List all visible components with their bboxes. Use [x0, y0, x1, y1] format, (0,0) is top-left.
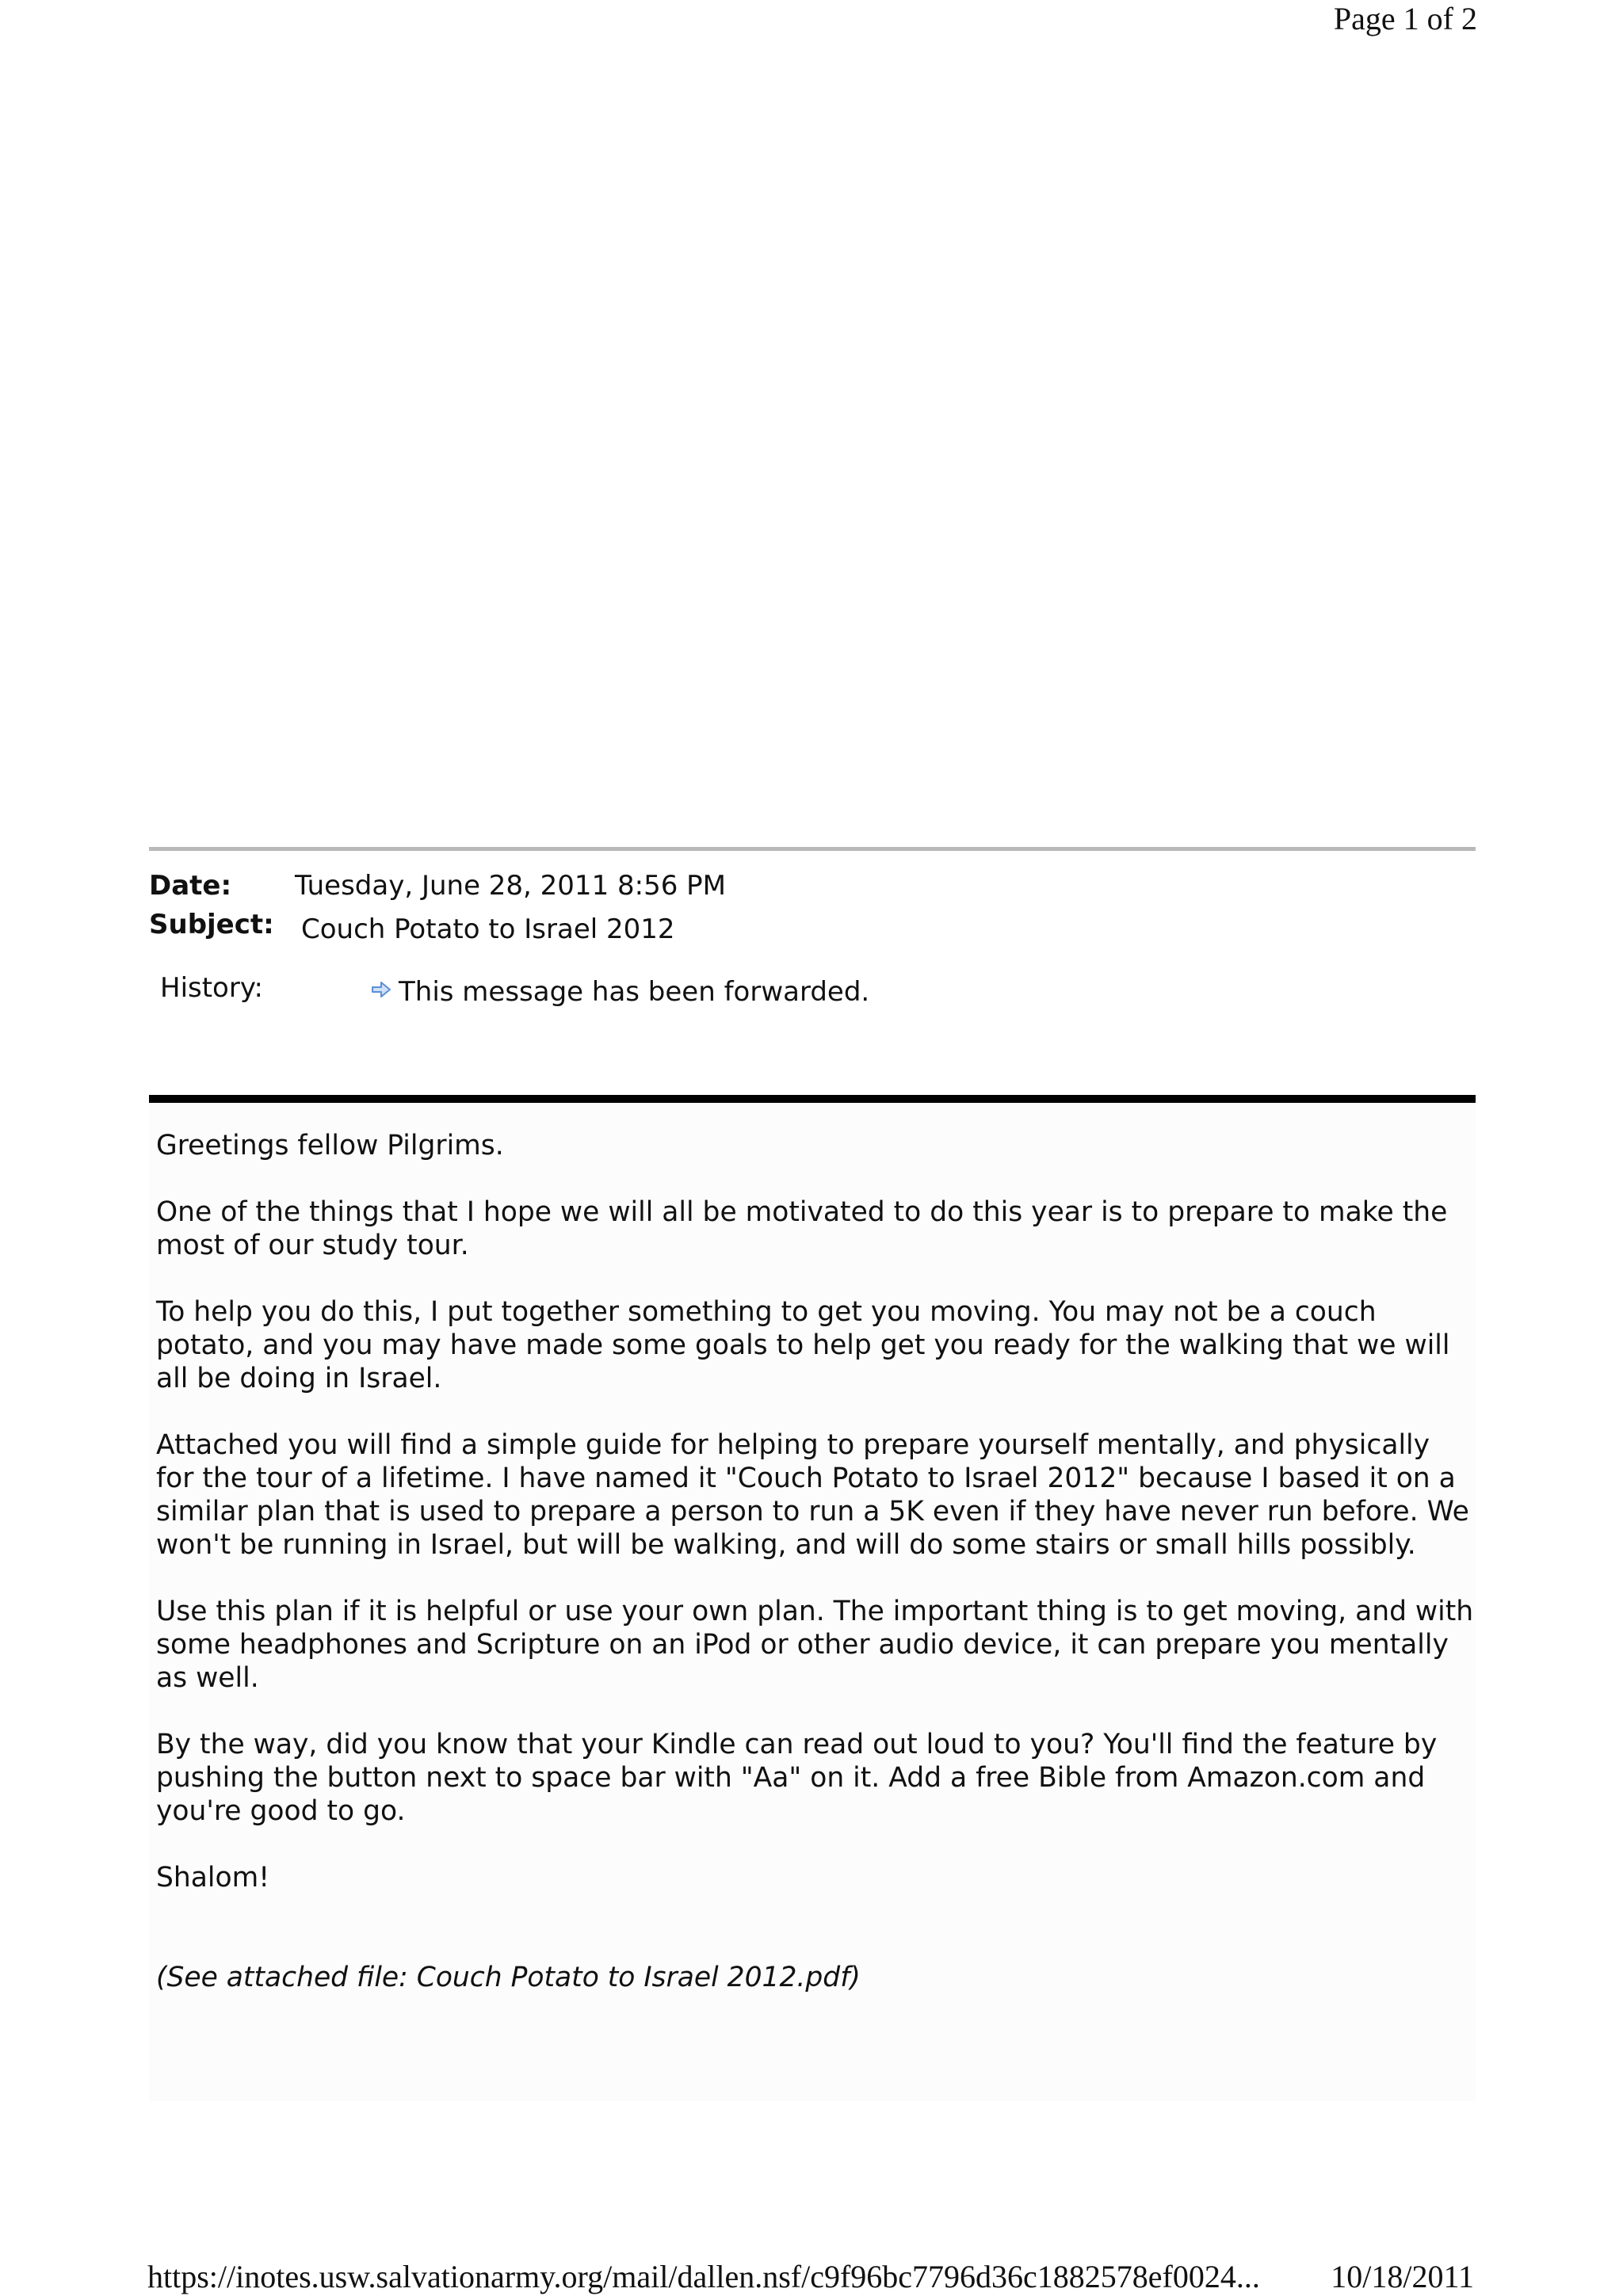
body-paragraph: By the way, did you know that your Kindle can read out loud to you? You'll find the feature by pushing the button next to space bar with "Aa" on it. Add a free Bible from Amazon.com and you're good to go.	[156, 1729, 1438, 1827]
history-label: History:	[160, 972, 263, 1004]
body-paragraph: One of the things that I hope we will all be motivated to do this year is to prepare to make the most of our study tour.	[156, 1196, 1448, 1261]
body-paragraph: Use this plan if it is helpful or use your own plan. The important thing is to get moving, and with some headphones and Scripture on an iPod or other audio device, it can prepare you mentally as well.	[156, 1596, 1474, 1694]
footer-url: https://inotes.usw.salvationarmy.org/mail/dallen.nsf/c9f96bc7796d36c1882578ef0024...	[147, 2259, 1260, 2294]
date-value: Tuesday, June 28, 2011 8:56 PM	[295, 870, 726, 902]
greeting-paragraph: Greetings fellow Pilgrims.	[156, 1130, 504, 1161]
header-top-divider	[149, 847, 1476, 851]
message-body	[156, 1129, 1476, 2027]
forward-arrow-icon	[371, 980, 391, 999]
footer-print-date: 10/18/2011	[1331, 2259, 1474, 2294]
subject-label: Subject:	[149, 909, 274, 940]
body-paragraph: Attached you will find a simple guide for helping to prepare yourself mentally, and physically for the tour of a lifetime. I have named it "Couch Potato to Israel 2012" because I based it on a similar plan that is used to prepare a person to run a 5K even if they have never run before. We won't be running in Israel, but will be walking, and will do some stairs or small hills possibly.	[156, 1429, 1469, 1561]
subject-value: Couch Potato to Israel 2012	[301, 913, 675, 945]
closing-paragraph: Shalom!	[156, 1862, 270, 1894]
date-label: Date:	[149, 870, 232, 902]
attachment-note[interactable]: (See attached file: Couch Potato to Israel 2012.pdf)	[156, 1962, 861, 1993]
history-value: This message has been forwarded.	[399, 976, 870, 1008]
page-number: Page 1 of 2	[1333, 1, 1477, 36]
body-divider	[149, 1095, 1476, 1103]
body-paragraph: To help you do this, I put together something to get you moving. You may not be a couch potato, and you may have made some goals to help get you ready for the walking that we will all be doing in Israel.	[156, 1296, 1450, 1394]
